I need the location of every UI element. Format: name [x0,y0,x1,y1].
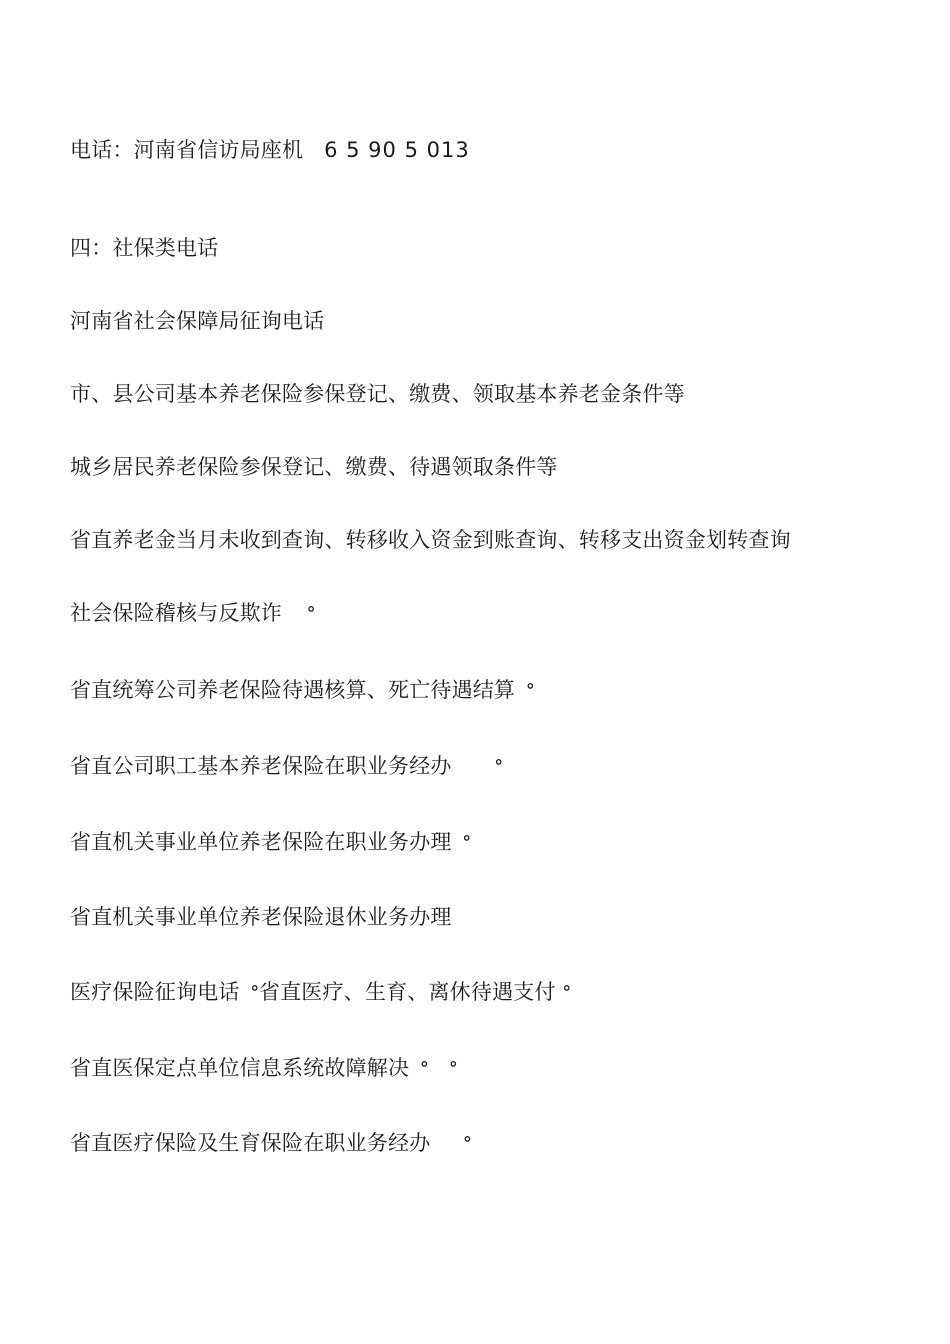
doc-line [70,307,324,335]
section-heading-social-security [70,234,218,262]
doc-line [70,676,534,704]
doc-line [70,828,471,856]
doc-line [70,380,685,408]
doc-line-mark: ᐤ [526,678,535,702]
doc-line-mark: ᐤ [494,754,503,778]
doc-line-petition-phone [70,136,470,164]
doc-line [70,599,315,627]
doc-line-mark: ᐤ [306,601,316,625]
doc-line-text: 电话：河南省信访局座机 [70,138,304,162]
doc-line-text: 社会保险稽核与反欺诈 [70,601,282,625]
doc-line-text: 省直统筹公司养老保险待遇核算、死亡待遇结算 [70,678,516,702]
doc-line-text: 省直机关事业单位养老保险退休业务办理 [70,905,452,929]
doc-line-text: 医疗保险征询电话 [70,980,240,1004]
doc-line-mark: ᐤ省直医疗、生育、离休待遇支付 ᐤ [250,980,571,1004]
doc-line-text: 河南省社会保障局征询电话 [70,309,325,333]
doc-line-text: 省直机关事业单位养老保险在职业务办理 [70,830,452,854]
doc-line [70,453,558,481]
doc-line-text: 城乡居民养老保险参保登记、缴费、待遇领取条件等 [70,455,558,479]
doc-line [70,1054,457,1082]
doc-line-text: 省直养老金当月未收到查询、转移收入资金到账查询、转移支出资金划转查询 [70,528,791,552]
doc-line-text: 省直医疗保险及生育保险在职业务经办 [70,1131,431,1155]
doc-line [70,526,791,554]
doc-line [70,752,503,780]
doc-line-text: 省直公司职工基本养老保险在职业务经办 [70,754,452,778]
doc-line-mark: ᐤ [462,830,471,854]
doc-line-text: 四：社保类电话 [70,236,219,260]
doc-line-text: 省直医保定点单位信息系统故障解决 [70,1056,410,1080]
doc-line-mark: ᐤ ᐤ [420,1056,458,1080]
phone-number: 6 5 90 5 013 [324,138,470,162]
doc-line-mark: ᐤ [463,1131,472,1155]
doc-line-text: 市、县公司基本养老保险参保登记、缴费、领取基本养老金条件等 [70,382,685,406]
doc-line [70,1129,472,1157]
doc-line [70,903,452,931]
doc-line [70,978,571,1006]
